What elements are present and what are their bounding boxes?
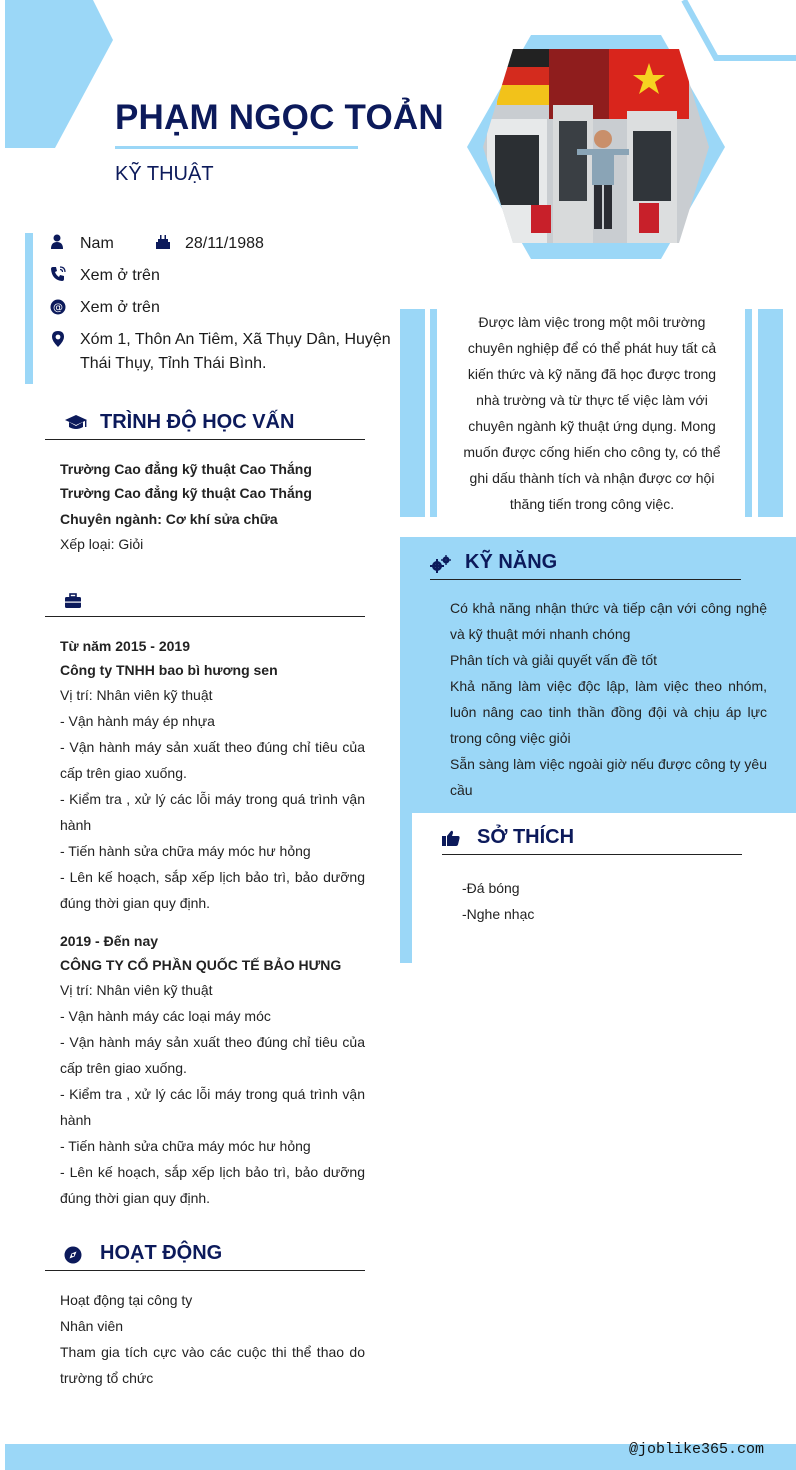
objective-line: muốn được cống hiến cho công ty, có thể bbox=[463, 444, 721, 460]
job-duty: - Vận hành máy sản xuất theo đúng chỉ tiêu của cấp trên giao xuống. bbox=[60, 739, 365, 781]
skill-item: Có khả năng nhận thức và tiếp cận với công nghệ và kỹ thuật mới nhanh chóng bbox=[450, 600, 767, 642]
objective-line: kiến thức và kỹ năng đã học được trong bbox=[467, 366, 717, 382]
education-heading: TRÌNH ĐỘ HỌC VẤN bbox=[100, 411, 295, 433]
activity-item: Nhân viên bbox=[60, 1318, 124, 1334]
skills-content bbox=[450, 595, 767, 803]
objective-bar-right-wide bbox=[758, 309, 783, 517]
education-content bbox=[60, 457, 365, 557]
job-duty: - Lên kế hoạch, sắp xếp lịch bảo trì, bảo dưỡng đúng thời gian quy định. bbox=[60, 869, 365, 911]
job-period: 2019 - Đến nay bbox=[60, 933, 159, 949]
birthday-value: 28/11/1988 bbox=[185, 235, 264, 252]
email-value: Xem ở trên bbox=[80, 299, 160, 316]
contact-accent-bar bbox=[25, 233, 33, 384]
school-name: Trường Cao đẳng kỹ thuật Cao Thắng bbox=[60, 485, 312, 501]
address-line-1: Xóm 1, Thôn An Tiêm, Xã Thụy Dân, Huyện bbox=[80, 331, 391, 348]
objective-bar-left-thin bbox=[430, 309, 437, 517]
name-underline bbox=[115, 146, 358, 149]
profile-photo bbox=[467, 35, 725, 259]
gender-value: Nam bbox=[80, 235, 114, 252]
job-duty: - Vận hành máy ép nhựa bbox=[60, 713, 215, 729]
objective-line: thăng tiến trong công việc. bbox=[509, 496, 675, 512]
company-name: Công ty TNHH bao bì hương sen bbox=[60, 662, 278, 678]
job-duty: - Tiến hành sửa chữa máy móc hư hỏng bbox=[60, 843, 311, 859]
school-name: Trường Cao đẳng kỹ thuật Cao Thắng bbox=[60, 461, 312, 477]
objective-bar-right-thin bbox=[745, 309, 752, 517]
education-rule bbox=[45, 439, 365, 440]
objective-line: nhà trường và từ thực tế việc làm với bbox=[476, 392, 708, 408]
graduation-cap-icon bbox=[64, 414, 88, 432]
objective-line: Được làm việc trong một môi trường bbox=[478, 314, 706, 330]
thumbs-up-icon bbox=[442, 830, 460, 846]
job-position: Vị trí: Nhân viên kỹ thuật bbox=[60, 982, 213, 998]
job-duty: - Vận hành máy sản xuất theo đúng chỉ tiêu của cấp trên giao xuống. bbox=[60, 1034, 365, 1076]
company-name: CÔNG TY CỔ PHẦN QUỐC TẾ BẢO HƯNG bbox=[60, 957, 342, 973]
objective-line: ghi dấu thành tích và nhận được cơ hội bbox=[469, 470, 715, 486]
skill-item: Phân tích và giải quyết vấn đề tốt bbox=[450, 652, 658, 668]
job-duty: - Vận hành máy các loại máy móc bbox=[60, 1008, 271, 1024]
birthday-cake-icon bbox=[155, 234, 171, 250]
hobby-item: -Đá bóng bbox=[462, 880, 520, 896]
briefcase-icon bbox=[64, 593, 82, 609]
location-pin-icon bbox=[50, 331, 66, 347]
compass-icon bbox=[64, 1246, 82, 1264]
gears-icon bbox=[430, 555, 452, 573]
job-duty: - Tiến hành sửa chữa máy móc hư hỏng bbox=[60, 1138, 311, 1154]
decorative-corner-shape bbox=[5, 0, 115, 150]
career-objective bbox=[462, 309, 722, 517]
job-duty: - Lên kế hoạch, sắp xếp lịch bảo trì, bảo dưỡng đúng thời gian quy định. bbox=[60, 1164, 365, 1206]
grade: Xếp loại: Giỏi bbox=[60, 536, 144, 552]
objective-line: chuyên ngành kỹ thuật ứng dụng. Mong bbox=[468, 418, 716, 434]
job-title: KỸ THUẬT bbox=[115, 163, 214, 185]
skill-item: Khả năng làm việc độc lập, làm việc theo nhóm, luôn nâng cao tinh thần đồng đội và chịu áp lực trong công việc giỏi bbox=[450, 678, 767, 746]
user-icon bbox=[50, 234, 66, 250]
hobbies-heading: SỞ THÍCH bbox=[477, 826, 575, 848]
job-position: Vị trí: Nhân viên kỹ thuật bbox=[60, 687, 213, 703]
hobbies-rule bbox=[442, 854, 742, 855]
job-duty: - Kiểm tra , xử lý các lỗi máy trong quá trình vận hành bbox=[60, 791, 365, 833]
activities-rule bbox=[45, 1270, 365, 1271]
skills-heading: KỸ NĂNG bbox=[465, 551, 558, 573]
job-entry bbox=[60, 634, 365, 916]
major: Chuyên ngành: Cơ khí sửa chữa bbox=[60, 511, 278, 527]
experience-rule bbox=[45, 616, 365, 617]
activity-item: Hoạt động tại công ty bbox=[60, 1292, 193, 1308]
job-duty: - Kiểm tra , xử lý các lỗi máy trong quá trình vận hành bbox=[60, 1086, 365, 1128]
phone-value: Xem ở trên bbox=[80, 267, 160, 284]
objective-bar-left-wide bbox=[400, 309, 425, 517]
objective-line: chuyên nghiệp để có thể phát huy tất cả bbox=[467, 340, 717, 356]
hobby-item: -Nghe nhạc bbox=[462, 906, 535, 922]
activities-heading: HOẠT ĐỘNG bbox=[100, 1242, 223, 1264]
footer-watermark: @joblike365.com bbox=[628, 1441, 764, 1458]
job-period: Từ năm 2015 - 2019 bbox=[60, 638, 190, 654]
hobbies-accent-bar bbox=[400, 813, 412, 963]
skills-rule bbox=[430, 579, 741, 580]
job-entry bbox=[60, 929, 365, 1211]
address-line-2: Thái Thụy, Tỉnh Thái Bình. bbox=[80, 355, 267, 372]
email-at-icon bbox=[50, 299, 66, 315]
activities-content bbox=[60, 1287, 365, 1391]
activity-item: Tham gia tích cực vào các cuộc thi thể thao do trường tổ chức bbox=[60, 1344, 365, 1386]
phone-icon bbox=[50, 266, 66, 282]
candidate-name: PHẠM NGỌC TOẢN bbox=[115, 98, 444, 137]
svg-text:@: @ bbox=[53, 302, 63, 314]
hobbies-content bbox=[462, 875, 742, 927]
skill-item: Sẵn sàng làm việc ngoài giờ nếu được công ty yêu cầu bbox=[450, 756, 767, 798]
